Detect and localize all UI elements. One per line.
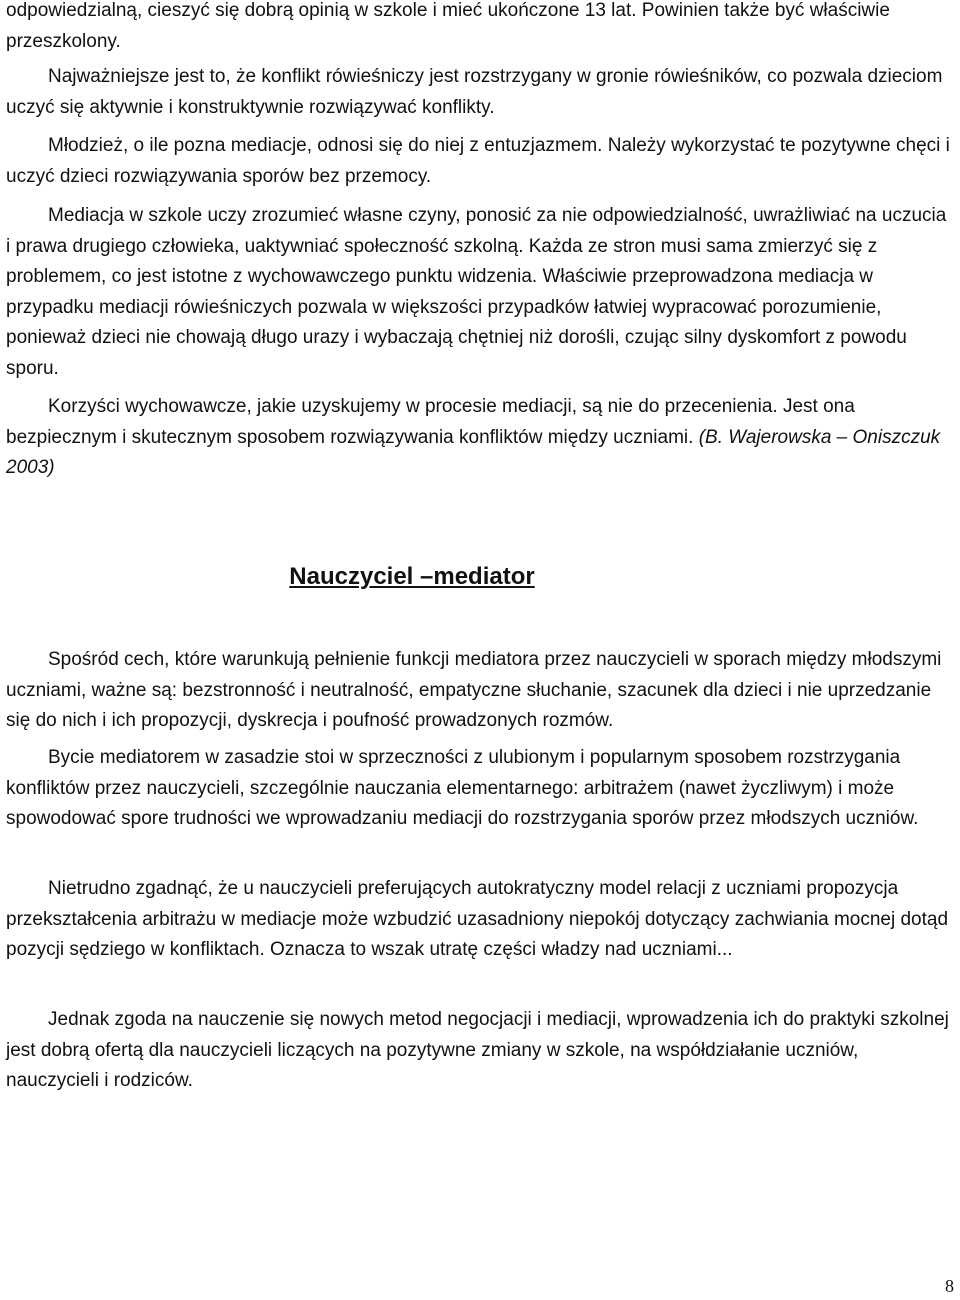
paragraph: Młodzież, o ile pozna mediacje, odnosi się do niej z entuzjazmem. Należy wykorzystać te pozytywne chęci i uczyć dzieci rozwiązywania sporów bez przemocy. bbox=[6, 135, 950, 187]
paragraph: Spośród cech, które warunkują pełnienie funkcji mediatora przez nauczycieli w sporach między młodszymi uczniami, ważne są: bezstronność i neutralność, empatyczne słuchanie, szacunek dla dzieci i nie uprzedzanie się do nich i ich propozycji, dyskrecja i poufność prowadzonych rozmów. bbox=[6, 649, 942, 731]
paragraph bbox=[6, 392, 950, 484]
paragraph: Mediacja w szkole uczy zrozumieć własne czyny, ponosić za nie odpowiedzialność, uwrażliwiać na uczucia i prawa drugiego człowieka, uaktywniać społeczność szkolną. Każda ze stron musi sama zmierzyć się z problemem, co jest istotne z wychowawczego punktu widzenia. Właściwie przeprowadzona mediacja w przypadku mediacji rówieśniczych pozwala w większości przypadków łatwiej wypracować porozumienie, ponieważ dzieci nie chowają długo urazy i wybaczają chętniej niż dorośli, czując silny dyskomfort z powodu sporu. bbox=[6, 205, 947, 379]
section-heading: Nauczyciel –mediator bbox=[289, 563, 535, 590]
page-number: 8 bbox=[945, 1276, 954, 1296]
paragraph: Najważniejsze jest to, że konflikt rówieśniczy jest rozstrzygany w gronie rówieśników, co pozwala dzieciom uczyć się aktywnie i konstruktywnie rozwiązywać konflikty. bbox=[6, 66, 943, 118]
paragraph: Nietrudno zgadnąć, że u nauczycieli preferujących autokratyczny model relacji z uczniami propozycja przekształcenia arbitrażu w mediacje może wzbudzić uzasadniony niepokój dotyczący zachwiania mocnej dotąd pozycji sędziego w konfliktach. Oznacza to wszak utratę części władzy nad uczniami... bbox=[6, 878, 949, 960]
paragraph: odpowiedzialną, cieszyć się dobrą opinią w szkole i mieć ukończone 13 lat. Powinien także być właściwie przeszkolony. bbox=[6, 0, 890, 52]
paragraph: Jednak zgoda na nauczenie się nowych metod negocjacji i mediacji, wprowadzenia ich do praktyki szkolnej jest dobrą ofertą dla nauczycieli liczących na pozytywne zmiany w szkole, na współdziałanie uczniów, nauczycieli i rodziców. bbox=[6, 1009, 949, 1091]
paragraph-text: Korzyści wychowawcze, jakie uzyskujemy w procesie mediacji, są nie do przecenienia. Jest ona bezpiecznym i skutecznym sposobem rozwiązywania konfliktów między uczniami. bbox=[6, 396, 855, 448]
paragraph: Bycie mediatorem w zasadzie stoi w sprzeczności z ulubionym i popularnym sposobem rozstrzygania konfliktów przez nauczycieli, szczególnie nauczania elementarnego: arbitrażem (nawet życzliwym) i może spowodować spore trudności we wprowadzaniu mediacji do rozstrzygania sporów przez młodszych uczniów. bbox=[6, 747, 919, 829]
citation: (B. Wajerowska – Oniszczuk 2003) bbox=[6, 426, 941, 478]
